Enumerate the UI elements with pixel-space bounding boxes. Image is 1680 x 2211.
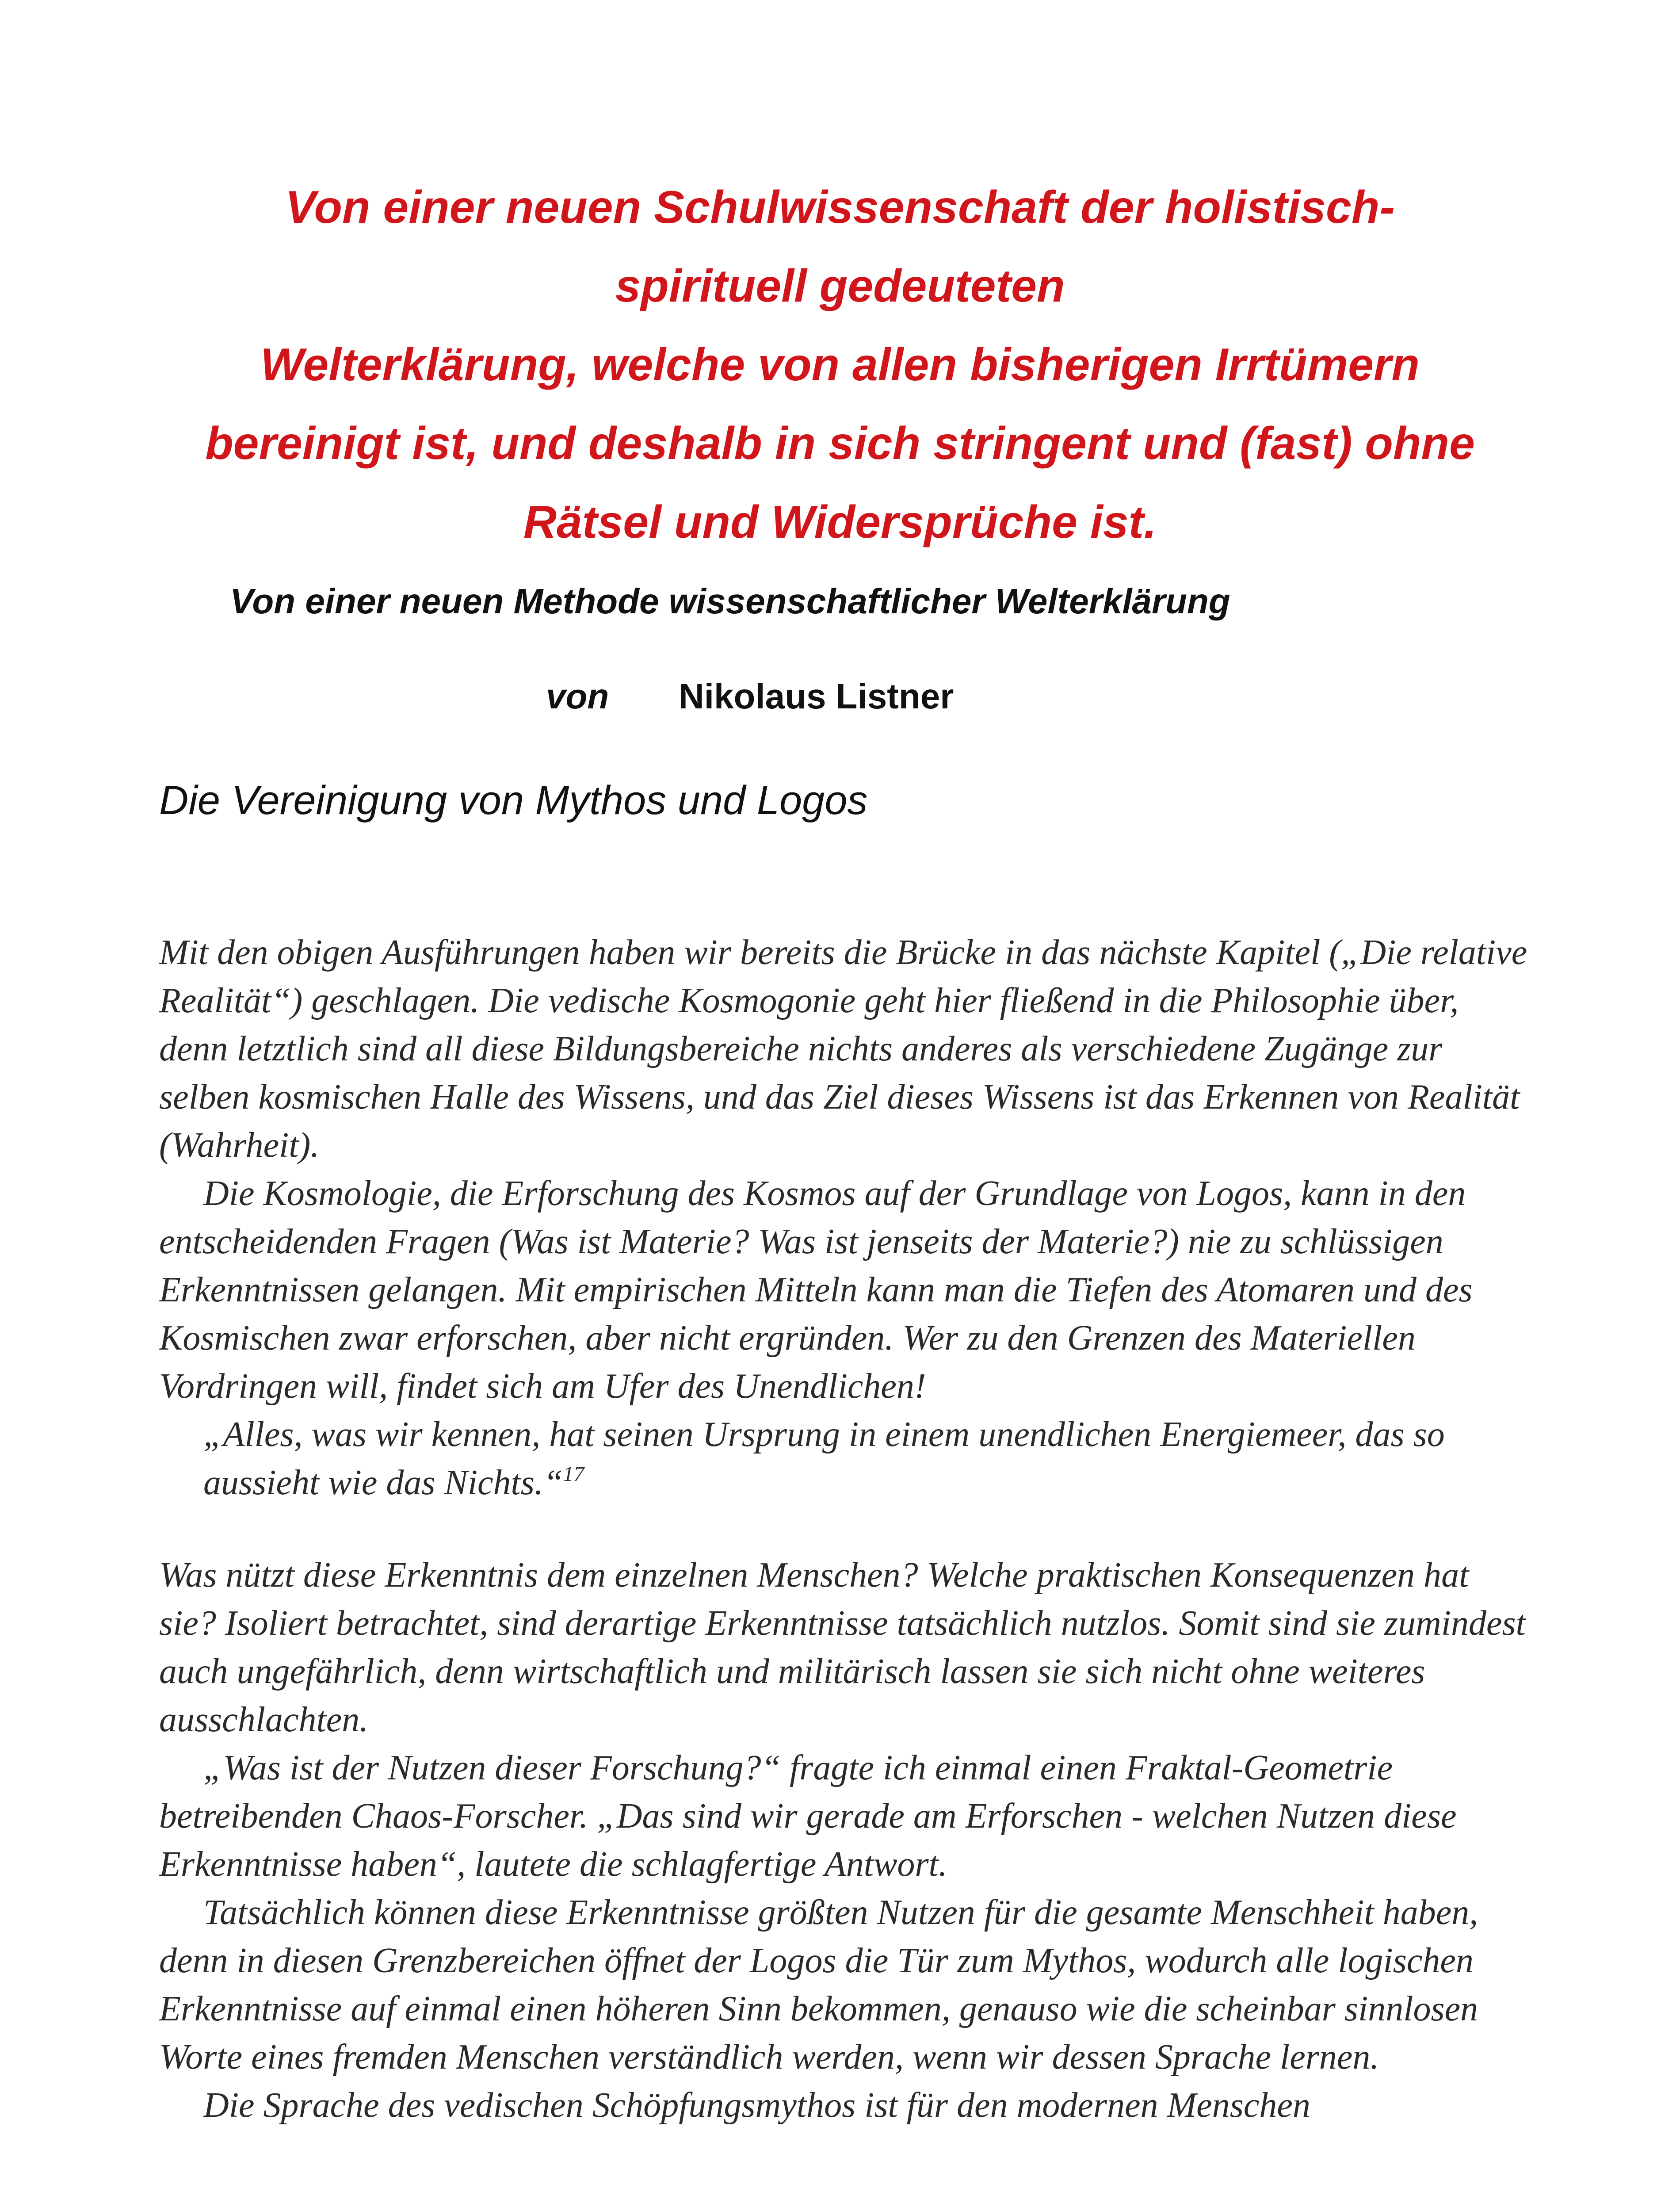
title-line: bereinigt ist, und deshalb in sich stringent und (fast) ohne: [205, 418, 1475, 469]
byline-von: von: [546, 677, 609, 716]
body-text: [159, 929, 1530, 2130]
author-name: Nikolaus Listner: [679, 677, 954, 716]
byline: [546, 672, 954, 721]
paragraph: Die Sprache des vedischen Schöpfungsmythos ist für den modernen Menschen: [203, 2086, 1310, 2125]
title-line: spirituell gedeuteten: [615, 260, 1065, 312]
title-line: Von einer neuen Schulwissenschaft der holistisch-: [285, 182, 1395, 233]
document-title: [133, 168, 1547, 562]
document-subtitle: Von einer neuen Methode wissenschaftlicher Welterklärung: [230, 581, 1230, 621]
paragraph: Mit den obigen Ausführungen haben wir bereits die Brücke in das nächste Kapitel („Die relative Realität“) geschlagen. Die vedische Kosmogonie geht hier fließend in die Philosophie über, denn letztlich sind all diese Bildungsbereiche nichts anderes als verschiedene Zugänge zur selben kosmischen Halle des Wissens, und das Ziel dieses Wissens ist das Erkennen von Realität (Wahrheit).: [159, 933, 1527, 1165]
block-quote: [159, 1411, 1530, 1507]
section-heading: Die Vereinigung von Mythos und Logos: [159, 778, 868, 823]
paragraph: Tatsächlich können diese Erkenntnisse größten Nutzen für die gesamte Menschheit haben, denn in diesen Grenzbereichen öffnet der Logos die Tür zum Mythos, wodurch alle logischen Erkenntnisse auf einmal einen höheren Sinn bekommen, genauso wie die scheinbar sinnlosen Worte eines fremden Menschen verständlich werden, wenn wir dessen Sprache lernen.: [159, 1893, 1478, 2077]
paragraph: Die Kosmologie, die Erforschung des Kosmos auf der Grundlage von Logos, kann in den entscheidenden Fragen (Was ist Materie? Was ist jenseits der Materie?) nie zu schlüssigen Erkenntnissen gelangen. Mit empirischen Mitteln kann man die Tiefen des Atomaren und des Kosmischen zwar erforschen, aber nicht ergründen. Wer zu den Grenzen des Materiellen Vordringen will, findet sich am Ufer des Unendlichen!: [159, 1174, 1473, 1406]
paragraph: „Was ist der Nutzen dieser Forschung?“ fragte ich einmal einen Fraktal-Geometrie betreibenden Chaos-Forscher. „Das sind wir gerade am Erforschen - welchen Nutzen diese Erkenntnisse haben“, lautete die schlagfertige Antwort.: [159, 1748, 1457, 1884]
quote-text: „Alles, was wir kennen, hat seinen Ursprung in einem unendlichen Energiemeer, das so aussieht wie das Nichts.“: [203, 1415, 1445, 1502]
title-line: Rätsel und Widersprüche ist.: [523, 497, 1157, 548]
paragraph: Was nützt diese Erkenntnis dem einzelnen Menschen? Welche praktischen Konsequenzen hat sie? Isoliert betrachtet, sind derartige Erkenntnisse tatsächlich nutzlos. Somit sind sie zumindest auch ungefährlich, denn wirtschaftlich und militärisch lassen sie sich nicht ohne weiteres ausschlachten.: [159, 1556, 1526, 1739]
title-line: Welterklärung, welche von allen bisherigen Irrtümern: [260, 339, 1420, 390]
footnote-marker: 17: [563, 1462, 584, 1486]
